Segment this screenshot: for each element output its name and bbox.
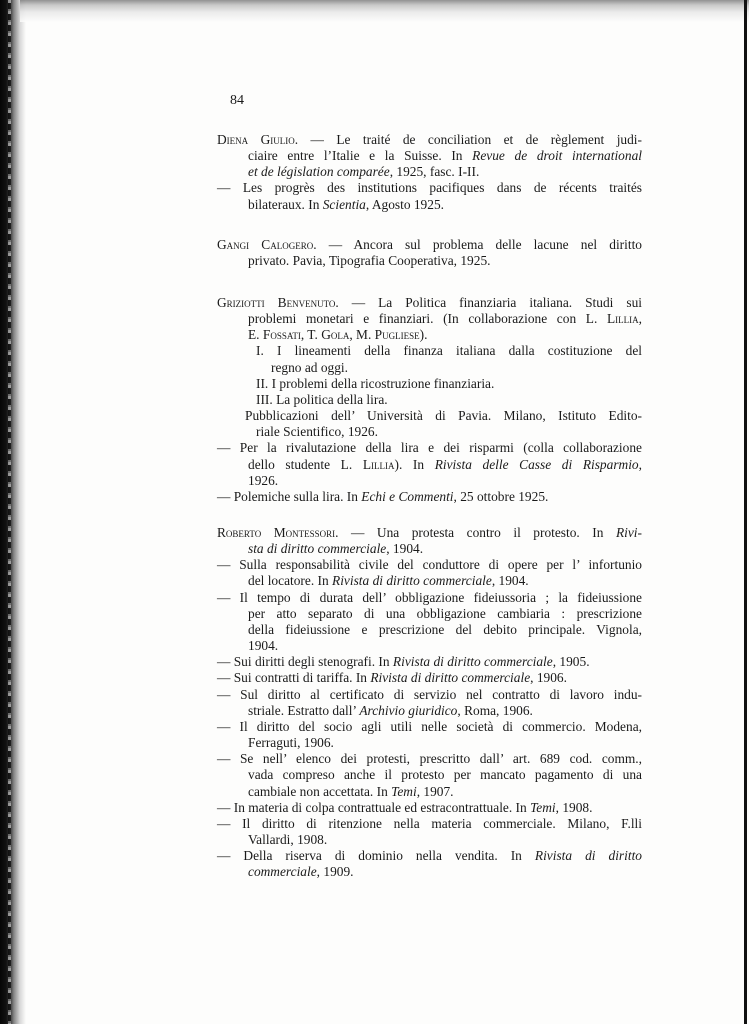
publication-title: Temi [530,799,556,815]
bibliography-item [217,687,642,719]
text-line [217,687,642,703]
bibliography-item [217,800,642,816]
text-segment: — Sulla responsabilità civile del conduttore di opere per l’ infortunio [217,557,642,573]
text-line [217,327,642,343]
text-line [217,622,642,638]
text-line [217,735,642,751]
bibliography-entry-gangi [217,237,642,269]
bibliography-item [217,670,642,686]
text-segment: , 1909. [316,864,354,880]
text-line [217,473,642,489]
text-line [217,816,642,832]
text-line [217,541,642,557]
text-line [217,376,642,392]
scan-binding-noise [8,0,11,1024]
text-segment: privato. Pavia, Tipografia Cooperativa, 1925. [248,253,491,269]
text-segment: — Sul diritto al certificato di servizio nel contratto di lavoro indu- [217,686,642,702]
bibliography-entry-griziotti [217,295,642,505]
text-line [217,148,642,164]
text-segment: , 1925, fasc. I-II. [389,164,480,180]
text-segment: regno ad oggi. [271,359,348,375]
text-line [217,343,642,359]
text-segment: — Per la rivalutazione della lira e dei risparmi (colla collaborazione [217,440,642,456]
bibliography-item [217,525,642,557]
author-name: Lillia [606,311,639,327]
text-segment: , M. [349,327,375,343]
text-segment: , 1908. [555,799,593,815]
text-segment: ciaire entre l’Italie e la Suisse. In [248,148,473,164]
text-segment: , Agosto 1925. [365,196,444,212]
text-line [217,525,642,541]
text-line [217,197,642,213]
text-line [217,703,642,719]
text-line [217,800,642,816]
text-segment: . — Ancora sul problema delle lacune nel diritto [313,237,642,252]
text-segment: — Il diritto di ritenzione nella materia commerciale. Milano, F.lli [217,815,642,831]
author-name: Pugliese [374,327,420,343]
text-segment: , 1905. [552,654,590,670]
text-segment: , 1906. [530,670,567,686]
author-name: Griziotti Benvenuto [217,295,336,310]
bibliography-item [217,557,642,589]
text-line [217,557,642,573]
bibliography-item [217,440,642,488]
text-line [217,132,642,148]
bibliography-item [217,590,642,655]
publication-title: Rivista di diritto [534,848,642,864]
scan-top-edge [20,0,749,22]
text-line [217,457,642,473]
publication-title: commerciale [248,864,317,880]
text-segment: riale Scientifico, 1926. [256,424,378,440]
text-segment: , 25 ottobre 1925. [453,488,549,504]
bibliography-item [217,489,642,505]
publication-title: Scientia [322,196,366,212]
text-segment: I. I lineamenti della finanza italiana dalla costituzione del [256,343,642,359]
text-segment: ). [419,327,428,343]
text-segment: Pubblicazioni dell’ Università di Pavia. Milano, Istituto Edito- [245,408,642,424]
bibliography-entry-montessori [217,525,642,880]
text-line [217,670,642,686]
text-segment: , T. [300,327,322,343]
text-segment: dello studente L. [248,456,363,472]
text-segment: , Roma, 1906. [457,702,533,718]
publication-title: Rivista di diritto commerciale [332,573,492,589]
scan-right-edge [744,0,747,1024]
publication-title: Echi e Commenti [361,488,454,504]
text-line [217,719,642,735]
publication-title: Temi [391,783,417,799]
text-line [217,767,642,783]
text-line [217,489,642,505]
text-line [217,606,642,622]
author-name: Gangi Calogero [217,237,314,252]
bibliography-item [217,408,642,440]
scan-binding-edge [0,0,26,1024]
text-line [217,864,642,880]
publication-title: Rivi- [615,525,642,540]
text-segment: — Della riserva di dominio nella vendita. In [217,848,535,864]
text-line [217,360,642,376]
bibliography-entry-diena [217,132,642,213]
author-name: Gola [321,327,350,343]
text-segment: 1926. [248,472,279,488]
bibliography-item [217,654,642,670]
text-segment: E. [248,327,263,343]
text-line [217,784,642,800]
text-segment: II. I problemi della ricostruzione finanziaria. [256,375,495,391]
text-line [217,590,642,606]
text-segment: . — La Politica finanziaria italiana. Studi sui [335,295,642,310]
text-segment: , [638,456,642,472]
text-segment: 1904. [248,638,279,654]
text-segment: per atto separato di una obbligazione cambiaria : prescrizione [248,605,642,621]
text-line [217,751,642,767]
text-segment: bilateraux. In [248,196,323,212]
text-segment: — In materia di colpa contrattuale ed estracontrattuale. In [217,799,531,815]
text-line [217,573,642,589]
publication-title: Rivista di diritto commerciale [392,654,553,670]
author-name: Diena Giulio [217,132,295,147]
text-segment: , [638,311,642,327]
text-segment: vada compreso anche il protesto per mancato pagamento di una [248,767,642,783]
text-segment: ). In [394,456,435,472]
text-segment: problemi monetari e finanziari. (In collaborazione con L. [248,311,607,327]
bibliography-item [217,848,642,880]
bibliography-item [217,237,642,269]
text-segment: della fideiussione e prescrizione del debito principale. Vignola, [248,621,642,637]
text-line [217,832,642,848]
text-segment: cambiale non accettata. In [248,783,392,799]
text-segment: Ferraguti, 1906. [248,735,334,751]
text-line [217,237,642,253]
text-segment: — Il diritto del socio agli utili nelle società di commercio. Modena, [217,718,642,734]
text-line [217,848,642,864]
text-segment: del locatore. In [248,573,333,589]
text-segment: Vallardi, 1908. [248,831,328,847]
text-line [217,654,642,670]
page-number: 84 [230,93,244,108]
bibliography-item [217,180,642,212]
text-segment: — Polemiche sulla lira. In [217,488,362,504]
text-segment: , 1904. [491,573,529,589]
text-segment: . — Le traité de conciliation et de règlement judi- [294,132,642,147]
text-segment: striale. Estratto dall’ [248,702,360,718]
text-segment: . — Una protesta contro il protesto. In [335,525,616,540]
text-line [217,392,642,408]
publication-title: Revue de droit international [472,148,642,164]
text-line [217,164,642,180]
publication-title: Rivista delle Casse di Risparmio [434,456,639,472]
bibliography-item [217,392,642,408]
text-line [217,253,642,269]
text-segment: — Se nell’ elenco dei protesti, prescritto dall’ art. 689 cod. comm., [217,751,642,767]
text-segment: III. La politica della lira. [256,391,388,407]
text-line [217,638,642,654]
text-segment: — Les progrès des institutions pacifiques dans de récents traités [217,180,642,196]
text-line [217,440,642,456]
author-name: Lillia [362,456,395,472]
text-line [217,408,642,424]
text-line [217,424,642,440]
text-line [217,180,642,196]
author-name: Fossati [262,327,301,343]
bibliography-item [217,343,642,375]
text-segment: — Sui diritti degli stenografi. In [217,654,393,670]
publication-title: Archivio giuridico [359,702,458,718]
text-segment: — Il tempo di durata dell’ obbligazione fideiussoria ; la fideiussione [217,589,642,605]
bibliography-item [217,132,642,180]
bibliography-item [217,751,642,799]
text-line [217,311,642,327]
text-segment: , 1907. [416,783,454,799]
bibliography-item [217,376,642,392]
author-name: Roberto Montessori [217,525,336,540]
text-segment: — Sui contratti di tariffa. In [217,670,371,686]
publication-title: sta di diritto commerciale [248,541,387,557]
bibliography-item [217,719,642,751]
publication-title: et de législation comparée [248,164,390,180]
publication-title: Rivista di diritto commerciale [370,670,531,686]
text-segment: , 1904. [386,541,424,557]
bibliography-item [217,816,642,848]
text-line [217,295,642,311]
bibliography-item [217,295,642,343]
